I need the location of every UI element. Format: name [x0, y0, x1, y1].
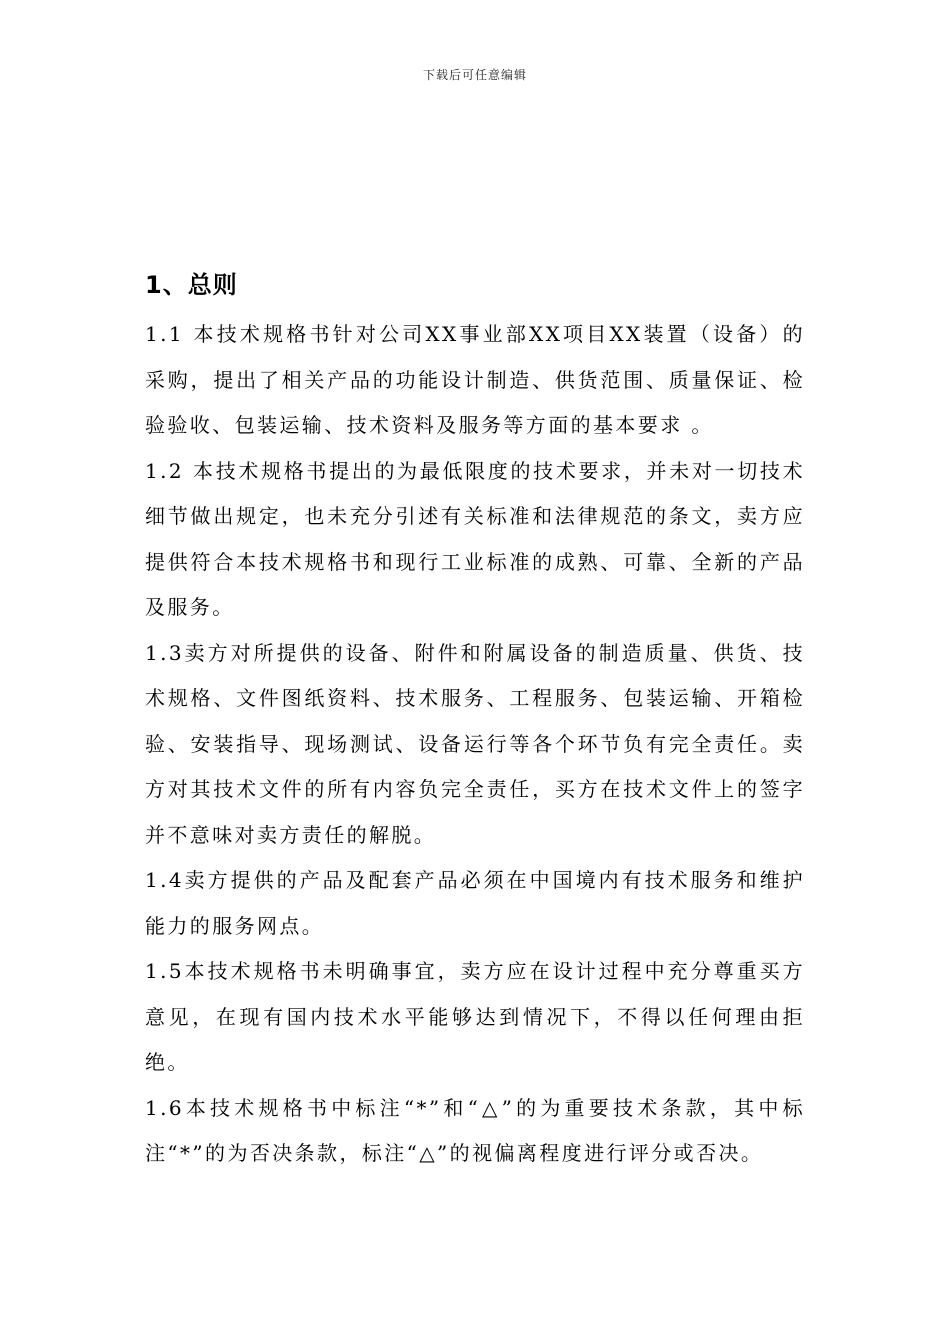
paragraph-1-4: 1.4卖方提供的产品及配套产品必须在中国境内有技术服务和维护能力的服务网点。 [145, 868, 805, 938]
page-header: 下载后可任意编辑 [422, 68, 527, 82]
paragraph-1-3: 1.3卖方对所提供的设备、附件和附属设备的制造质量、供货、技术规格、文件图纸资料、技术服务、工程服务、包装运输、开箱检验、安装指导、现场测试、设备运行等各个环节负有完全责任。卖方对其技术文件的所有内容负完全责任，买方在技术文件上的签字并不意味对卖方责任的解脱。 [145, 640, 805, 847]
paragraph-1-1: 1.1 本技术规格书针对公司XX事业部XX项目XX装置（设备）的采购，提出了相关产品的功能设计制造、供货范围、质量保证、检验验收、包装运输、技术资料及服务等方面的基本要求 。 [145, 322, 805, 437]
document-body [145, 266, 805, 1177]
paragraph-1-2: 1.2 本技术规格书提出的为最低限度的技术要求，并未对一切技术细节做出规定，也未充分引述有关标准和法律规范的条文，卖方应提供符合本技术规格书和现行工业标准的成熟、可靠、全新的产品及服务。 [145, 458, 805, 619]
section-title: 1、总则 [145, 271, 238, 299]
paragraph-1-6: 1.6本技术规格书中标注“*”和“△”的为重要技术条款，其中标注“*”的为否决条款，标注“△”的视偏离程度进行评分或否决。 [145, 1095, 805, 1165]
paragraph-1-5: 1.5本技术规格书未明确事宜，卖方应在设计过程中充分尊重买方意见，在现有国内技术水平能够达到情况下，不得以任何理由拒绝。 [145, 959, 805, 1074]
